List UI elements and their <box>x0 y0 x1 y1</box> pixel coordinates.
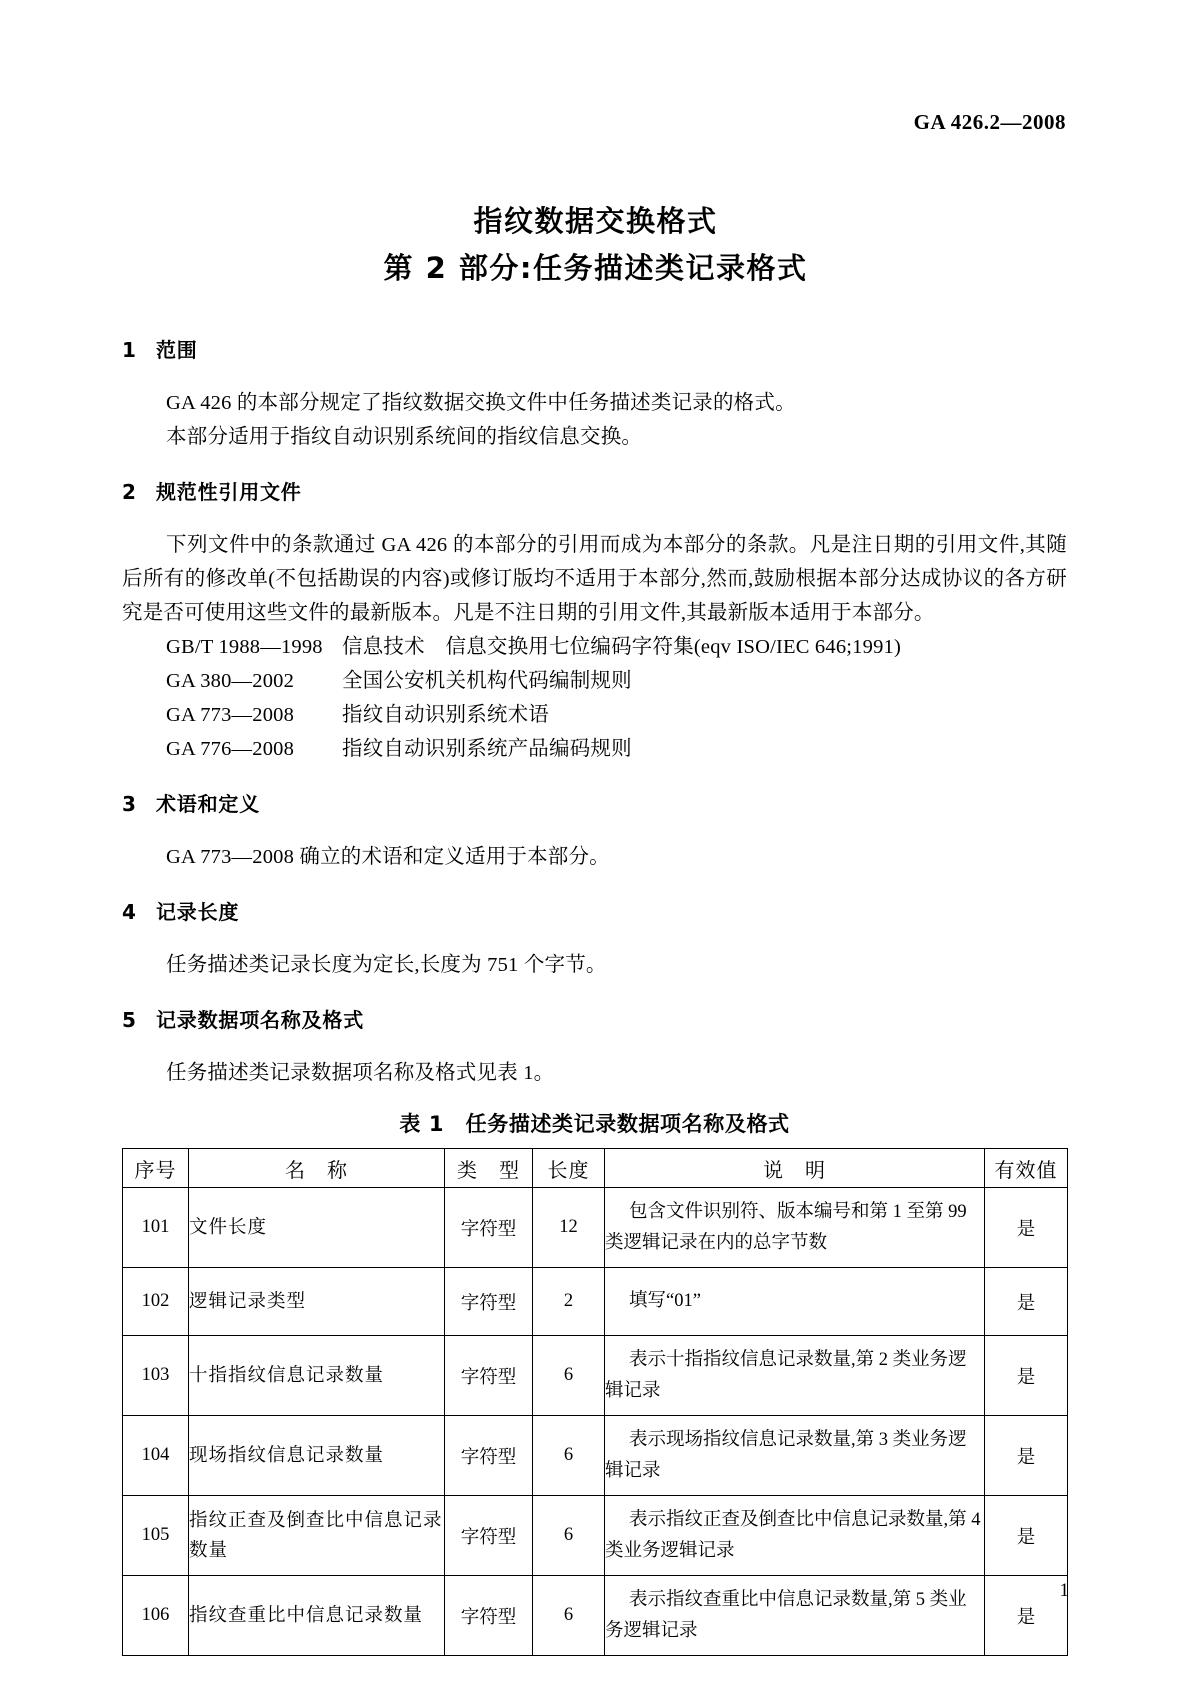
cell-description: 表示指纹正查及倒查比中信息记录数量,第 4 类业务逻辑记录 <box>605 1496 985 1576</box>
table-caption: 表 1 任务描述类记录数据项名称及格式 <box>399 1112 790 1136</box>
cell-description: 包含文件识别符、版本编号和第 1 至第 99 类逻辑记录在内的总字节数 <box>605 1188 985 1268</box>
reference-title: 指纹自动识别系统产品编码规则 <box>342 738 632 760</box>
normative-reference-item <box>122 698 1067 732</box>
column-header-index: 序号 <box>123 1149 189 1188</box>
spacer <box>122 454 1067 478</box>
cell-index: 102 <box>123 1268 189 1336</box>
section-title-2: 规范性引用文件 <box>156 480 302 504</box>
document-body <box>122 336 1067 1656</box>
title-line-1: 指纹数据交换格式 <box>473 204 718 238</box>
spacer <box>122 874 1067 898</box>
running-header-standard-id: GA 426.2—2008 <box>913 110 1066 134</box>
section-1-paragraph-2: 本部分适用于指纹自动识别系统间的指纹信息交换。 <box>166 426 643 448</box>
section-heading-5 <box>122 1006 1067 1034</box>
section-title-1: 范围 <box>156 338 198 362</box>
section-heading-1 <box>122 336 1067 364</box>
cell-valid: 是 <box>985 1336 1068 1416</box>
cell-length: 6 <box>533 1416 605 1496</box>
cell-name: 文件长度 <box>189 1188 445 1268</box>
table-row <box>123 1416 1068 1496</box>
cell-type: 字符型 <box>445 1268 533 1336</box>
cell-valid: 是 <box>985 1576 1068 1656</box>
reference-title: 指纹自动识别系统术语 <box>342 704 549 726</box>
page-number: 1 <box>1059 1580 1069 1601</box>
table-row <box>123 1188 1068 1268</box>
normative-reference-item <box>122 664 1067 698</box>
cell-length: 6 <box>533 1576 605 1656</box>
table-row <box>123 1268 1068 1336</box>
reference-title: 全国公安机关机构代码编制规则 <box>342 670 632 692</box>
document-title <box>0 198 1191 292</box>
spacer <box>122 506 1067 528</box>
column-header-length: 长度 <box>533 1149 605 1188</box>
section-number-2: 2 <box>122 480 137 504</box>
cell-length: 6 <box>533 1496 605 1576</box>
reference-code: GA 380—2002 <box>166 670 295 692</box>
table-row <box>123 1496 1068 1576</box>
section-4-paragraph-1: 任务描述类记录长度为定长,长度为 751 个字节。 <box>166 954 607 976</box>
reference-title: 信息技术 信息交换用七位编码字符集(eqv ISO/IEC 646;1991) <box>342 636 901 658</box>
column-header-type: 类 型 <box>445 1149 533 1188</box>
cell-name: 逻辑记录类型 <box>189 1268 445 1336</box>
section-3-paragraph-1: GA 773—2008 确立的术语和定义适用于本部分。 <box>166 846 610 868</box>
spacer <box>122 926 1067 948</box>
cell-type: 字符型 <box>445 1496 533 1576</box>
cell-description: 填写“01” <box>605 1268 985 1336</box>
reference-code: GA 776—2008 <box>166 738 295 760</box>
cell-index: 106 <box>123 1576 189 1656</box>
cell-name: 指纹查重比中信息记录数量 <box>189 1576 445 1656</box>
table-header-row <box>123 1149 1068 1188</box>
cell-type: 字符型 <box>445 1576 533 1656</box>
section-heading-2 <box>122 478 1067 506</box>
cell-length: 12 <box>533 1188 605 1268</box>
cell-index: 103 <box>123 1336 189 1416</box>
cell-valid: 是 <box>985 1188 1068 1268</box>
cell-type: 字符型 <box>445 1336 533 1416</box>
cell-name: 现场指纹信息记录数量 <box>189 1416 445 1496</box>
table-header <box>123 1149 1068 1188</box>
record-data-items-table <box>122 1148 1068 1656</box>
section-heading-3 <box>122 790 1067 818</box>
table-body <box>123 1188 1068 1656</box>
section-2-paragraph-1: 下列文件中的条款通过 GA 426 的本部分的引用而成为本部分的条款。凡是注日期的引用文件,其随后所有的修改单(不包括勘误的内容)或修订版均不适用于本部分,然而,鼓励根据本部分达成协议的各方研究是否可使用这些文件的最新版本。凡是不注日期的引用文件,其最新版本适用于本部分。 <box>122 534 1067 624</box>
table-row <box>123 1576 1068 1656</box>
spacer <box>122 1034 1067 1056</box>
normative-reference-item <box>122 732 1067 766</box>
section-title-4: 记录长度 <box>156 900 240 924</box>
cell-valid: 是 <box>985 1496 1068 1576</box>
section-title-3: 术语和定义 <box>156 792 260 816</box>
cell-type: 字符型 <box>445 1416 533 1496</box>
section-heading-4 <box>122 898 1067 926</box>
cell-index: 105 <box>123 1496 189 1576</box>
spacer <box>122 364 1067 386</box>
cell-description: 表示指纹查重比中信息记录数量,第 5 类业务逻辑记录 <box>605 1576 985 1656</box>
cell-description: 表示十指指纹信息记录数量,第 2 类业务逻辑记录 <box>605 1336 985 1416</box>
spacer <box>122 766 1067 790</box>
cell-description: 表示现场指纹信息记录数量,第 3 类业务逻辑记录 <box>605 1416 985 1496</box>
section-number-1: 1 <box>122 338 137 362</box>
section-number-4: 4 <box>122 900 137 924</box>
column-header-name: 名 称 <box>189 1149 445 1188</box>
spacer <box>122 982 1067 1006</box>
reference-code: GA 773—2008 <box>166 704 295 726</box>
title-line-2: 第 2 部分:任务描述类记录格式 <box>383 251 808 285</box>
section-1-paragraph-1: GA 426 的本部分规定了指纹数据交换文件中任务描述类记录的格式。 <box>166 392 796 414</box>
table-row <box>123 1336 1068 1416</box>
section-number-5: 5 <box>122 1008 137 1032</box>
section-title-5: 记录数据项名称及格式 <box>156 1008 364 1032</box>
cell-type: 字符型 <box>445 1188 533 1268</box>
cell-valid: 是 <box>985 1268 1068 1336</box>
column-header-valid: 有效值 <box>985 1149 1068 1188</box>
section-5-paragraph-1: 任务描述类记录数据项名称及格式见表 1。 <box>166 1062 555 1084</box>
cell-index: 101 <box>123 1188 189 1268</box>
cell-length: 6 <box>533 1336 605 1416</box>
column-header-description: 说 明 <box>605 1149 985 1188</box>
cell-valid: 是 <box>985 1416 1068 1496</box>
cell-name: 指纹正查及倒查比中信息记录数量 <box>189 1496 445 1576</box>
cell-index: 104 <box>123 1416 189 1496</box>
reference-code: GB/T 1988—1998 <box>166 636 323 658</box>
normative-reference-item <box>122 630 1067 664</box>
spacer <box>122 818 1067 840</box>
section-number-3: 3 <box>122 792 137 816</box>
cell-name: 十指指纹信息记录数量 <box>189 1336 445 1416</box>
cell-length: 2 <box>533 1268 605 1336</box>
